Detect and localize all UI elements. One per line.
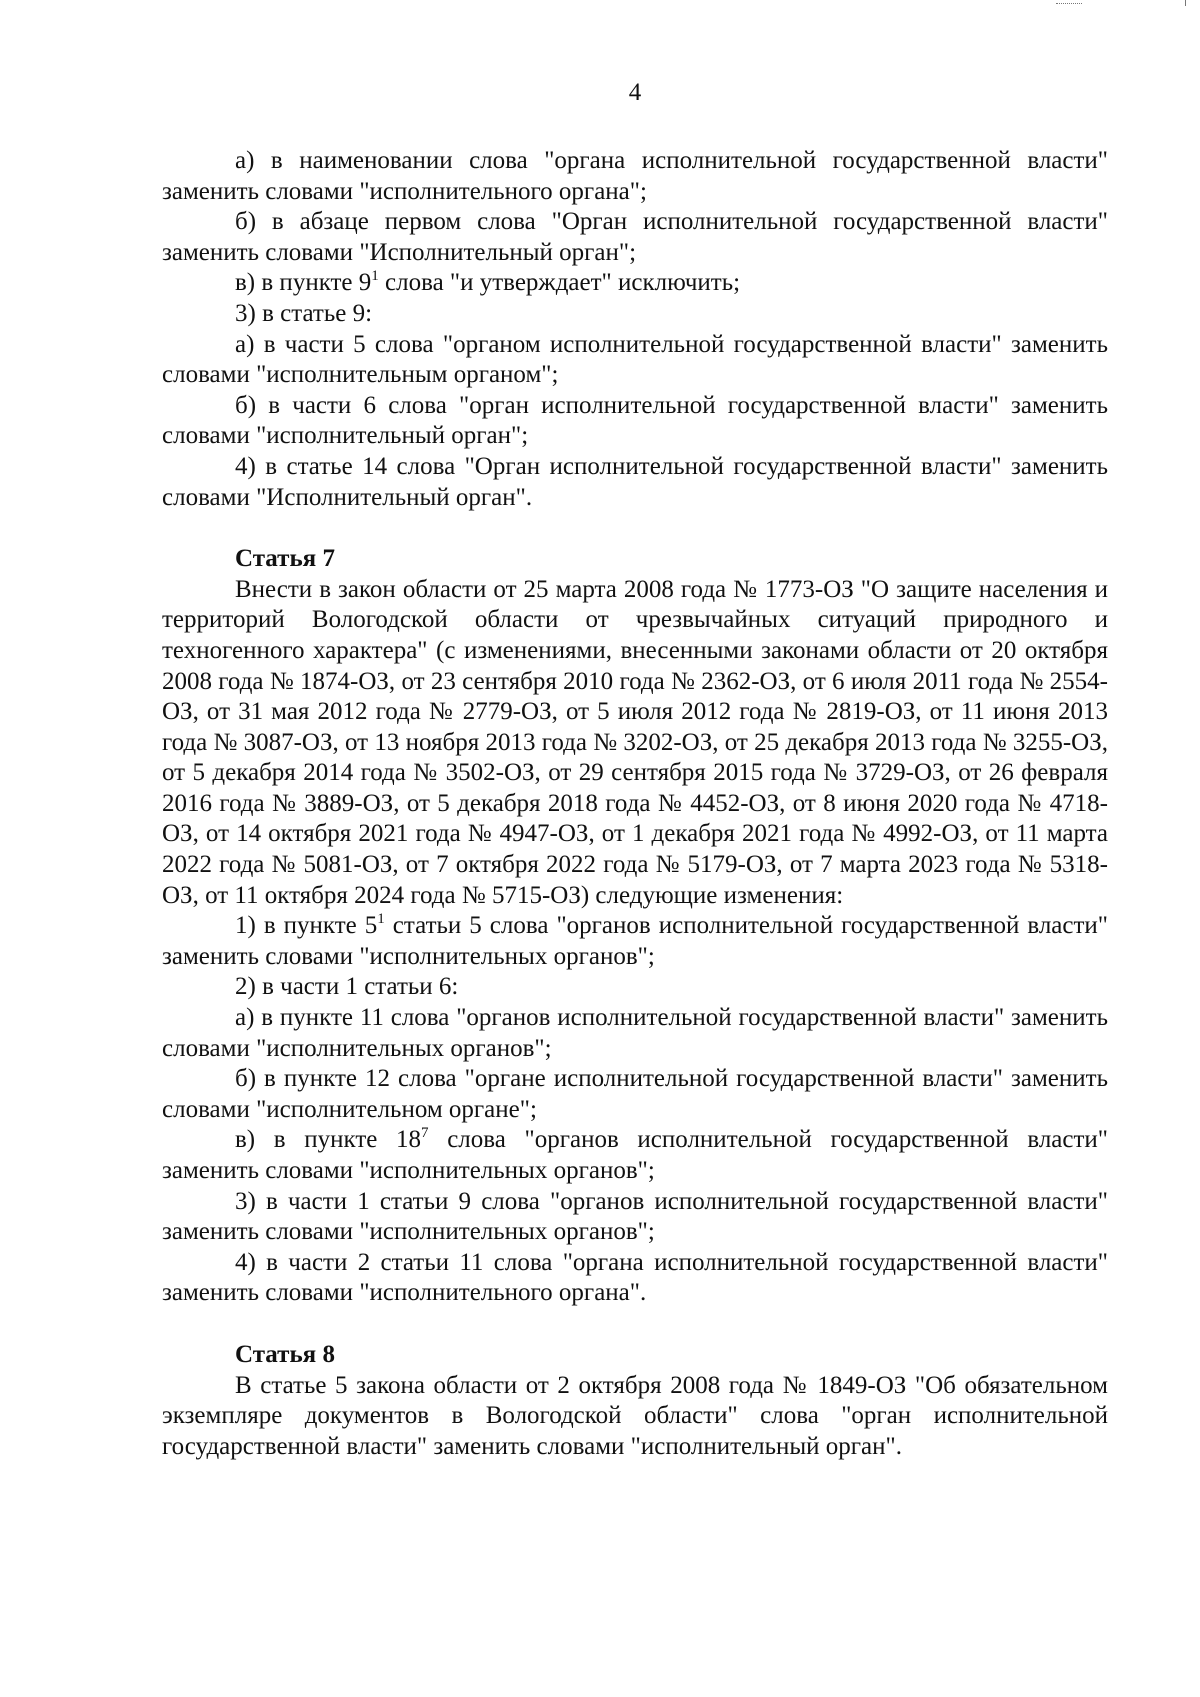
paragraph: 4) в статье 14 слова "Орган исполнительной государственной власти" заменить словами "Исполнительный орган".	[162, 452, 1108, 511]
paragraph: 2) в части 1 статьи 6:	[235, 973, 459, 1001]
article-8-heading: Статья 8	[235, 1340, 335, 1368]
paragraph	[162, 1125, 1108, 1186]
paragraph: 4) в части 2 статьи 11 слова "органа исполнительной государственной власти" заменить словами "исполнительного органа".	[162, 1248, 1108, 1307]
paragraph: 3) в статье 9:	[235, 299, 373, 327]
paragraph-text: в) в пункте 9	[235, 269, 372, 297]
scan-mark-dots	[1056, 0, 1082, 4]
paragraph: а) в наименовании слова "органа исполнительной государственной власти" заменить словами "исполнительного органа";	[162, 147, 1108, 205]
paragraph-text: 1) в пункте 5	[235, 912, 378, 940]
section-gap	[162, 513, 1108, 544]
superscript: 7	[421, 1125, 429, 1142]
scan-mark-tick	[1185, 0, 1186, 6]
paragraph: б) в пункте 12 слова "органе исполнительной государственной власти" заменить словами "исполнительном органе";	[162, 1065, 1108, 1123]
superscript: 1	[377, 911, 385, 928]
paragraph-text: слова "органов исполнительной государственной власти" заменить словами "исполнительных органов";	[162, 1126, 1109, 1184]
article-7-heading: Статья 7	[235, 545, 335, 573]
paragraph: б) в абзаце первом слова "Орган исполнительной государственной власти" заменить словами "Исполнительный орган";	[162, 208, 1108, 266]
article-7-intro: Внести в закон области от 25 марта 2008 года № 1773-ОЗ "О защите населения и территорий Вологодской области от чрезвычайных ситуаций природного и техногенного характера" (с изменениями, внесенными законами области от 20 октября 2008 года № 1874-ОЗ, от 23 сентября 2010 года № 2362-ОЗ, от 6 июля 2011 года № 2554-ОЗ, от 31 мая 2012 года № 2779-ОЗ, от 5 июля 2012 года № 2819-ОЗ, от 11 июня 2013 года № 3087-ОЗ, от 13 ноября 2013 года № 3202-ОЗ, от 25 декабря 2013 года № 3255-ОЗ, от 5 декабря 2014 года № 3502-ОЗ, от 29 сентября 2015 года № 3729-ОЗ, от 26 февраля 2016 года № 3889-ОЗ, от 5 декабря 2018 года № 4452-ОЗ, от 8 июня 2020 года № 4718-ОЗ, от 14 октября 2021 года № 4947-ОЗ, от 1 декабря 2021 года № 4992-ОЗ, от 11 марта 2022 года № 5081-ОЗ, от 7 октября 2022 года № 5179-ОЗ, от 7 марта 2023 года № 5318-ОЗ, от 11 октября 2024 года № 5715-ОЗ) следующие изменения:	[162, 575, 1108, 909]
paragraph-text: слова "и утверждает" исключить;	[378, 269, 741, 297]
page-number: 4	[628, 79, 642, 106]
paragraph-text: статьи 5 слова "органов исполнительной государственной власти" заменить словами "исполнительных органов";	[162, 912, 1108, 970]
superscript: 1	[371, 268, 379, 285]
paragraph: 3) в части 1 статьи 9 слова "органов исполнительной государственной власти" заменить словами "исполнительных органов";	[162, 1187, 1108, 1246]
paragraph-text: в) в пункте 18	[235, 1126, 422, 1154]
paragraph	[162, 911, 1108, 972]
document-body	[162, 146, 1108, 1462]
paragraph: б) в части 6 слова "орган исполнительной государственной власти" заменить словами "исполнительный орган";	[162, 391, 1108, 450]
paragraph	[162, 268, 1108, 299]
paragraph: а) в части 5 слова "органом исполнительной государственной власти" заменить словами "исполнительным органом";	[162, 330, 1108, 389]
article-8-text: В статье 5 закона области от 2 октября 2008 года № 1849-ОЗ "Об обязательном экземпляре документов в Вологодской области" слова "орган исполнительной государственной власти" заменить словами "исполнительный орган".	[162, 1371, 1108, 1460]
section-gap	[162, 1309, 1108, 1340]
paragraph: а) в пункте 11 слова "органов исполнительной государственной власти" заменить словами "исполнительных органов";	[162, 1004, 1108, 1062]
scan-corner-marks	[1056, 0, 1186, 6]
